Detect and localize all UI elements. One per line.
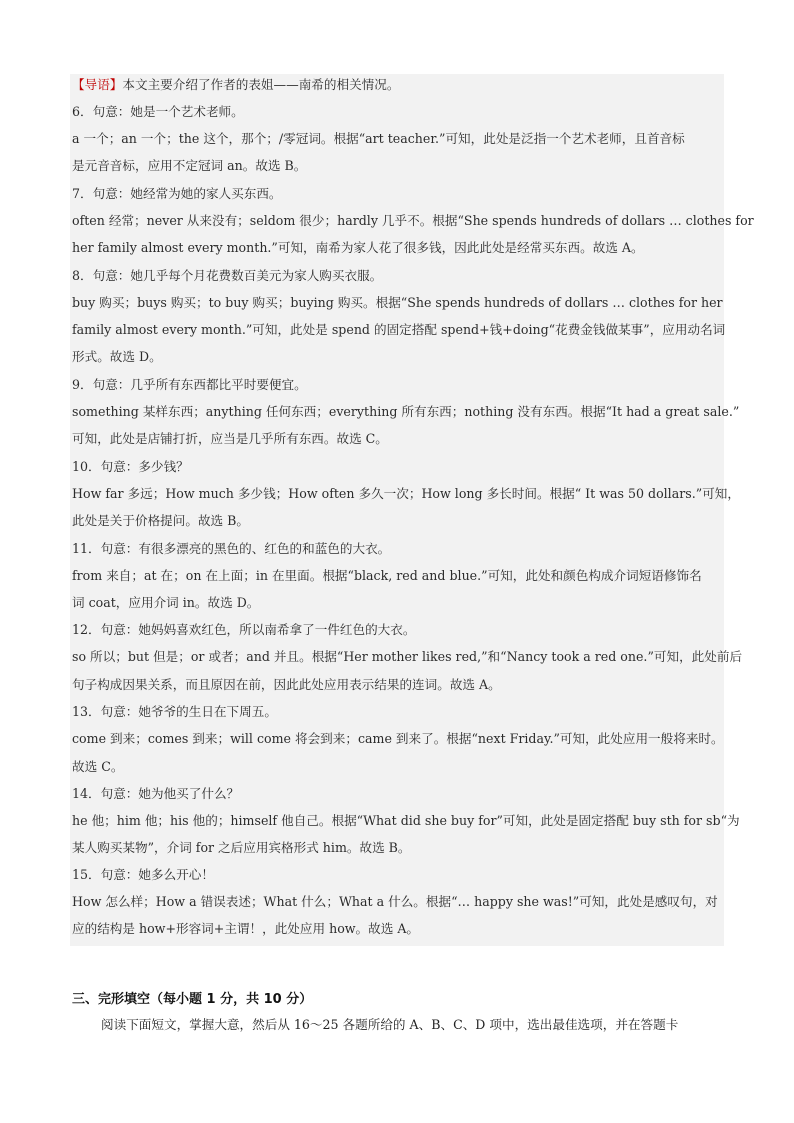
explanation-line: he 他；him 他；his 他的；himself 他自己。根据“What did she buy for”可知，此处是固定搭配 buy sth for sb“为 xyxy=(72,813,740,828)
explanation-line: 11．句意：有很多漂亮的黑色的、红色的和蓝色的大衣。 xyxy=(72,541,391,556)
explanation-line: come 到来；comes 到来；will come 将会到来；came 到来了。根据“next Friday.”可知，此处应用一般将来时。 xyxy=(72,731,724,746)
explanation-line: 词 coat，应用介词 in。故选 D。 xyxy=(72,595,260,610)
explanation-line: 句子构成因果关系，而且原因在前，因此此处应用表示结果的连词。故选 A。 xyxy=(72,677,501,692)
explanation-line: 形式。故选 D。 xyxy=(72,349,162,364)
explanation-line: her family almost every month.”可知，南希为家人花了很多钱，因此此处是经常买东西。故选 A。 xyxy=(72,240,644,255)
explanation-line: 可知，此处是店铺打折，应当是几乎所有东西。故选 C。 xyxy=(72,431,388,446)
explanation-line: family almost every month.”可知，此处是 spend 的固定搭配 spend+钱+doing“花费金钱做某事”，应用动名词 xyxy=(72,322,726,337)
explanation-line: 6．句意：她是一个艺术老师。 xyxy=(72,104,244,119)
explanation-line: 10．句意：多少钱？ xyxy=(72,459,189,474)
intro-text: 本文主要介绍了作者的表姐——南希的相关情况。 xyxy=(122,77,400,92)
explanation-line: 是元音音标，应用不定冠词 an。故选 B。 xyxy=(72,158,307,173)
section-instruction: 阅读下面短文，掌握大意，然后从 16～25 各题所给的 A、B、C、D 项中，选出最佳选项，并在答题卡 xyxy=(101,1017,679,1032)
explanation-line: 13．句意：她爷爷的生日在下周五。 xyxy=(72,704,277,719)
intro-line xyxy=(72,76,732,94)
explanation-line: 14．句意：她为他买了什么？ xyxy=(72,786,240,801)
explanation-line: How 怎么样；How a 错误表述；What 什么；What a 什么。根据“… happy she was!”可知，此处是感叹句，对 xyxy=(72,894,718,909)
explanation-line: often 经常；never 从来没有；seldom 很少；hardly 几乎不。根据“She spends hundreds of dollars … clothes for xyxy=(72,213,754,228)
explanation-line: 某人购买某物”，介词 for 之后应用宾格形式 him。故选 B。 xyxy=(72,840,411,855)
explanation-line: 12．句意：她妈妈喜欢红色，所以南希拿了一件红色的大衣。 xyxy=(72,622,416,637)
explanation-line: 15．句意：她多么开心！ xyxy=(72,867,214,882)
explanation-line: 9．句意：几乎所有东西都比平时要便宜。 xyxy=(72,377,307,392)
explanation-line: something 某样东西；anything 任何东西；everything 所有东西；nothing 没有东西。根据“It had a great sale.” xyxy=(72,404,740,419)
explanation-line: so 所以；but 但是；or 或者；and 并且。根据“Her mother likes red,”和“Nancy took a red one.”可知，此处前后 xyxy=(72,649,743,664)
explanation-line: buy 购买；buys 购买；to buy 购买；buying 购买。根据“She spends hundreds of dollars … clothes for her xyxy=(72,295,723,310)
intro-tag: 【导语】 xyxy=(72,77,123,92)
explanation-line: 故选 C。 xyxy=(72,759,124,774)
explanation-line: 7．句意：她经常为她的家人买东西。 xyxy=(72,186,282,201)
explanation-line: How far 多远；How much 多少钱；How often 多久一次；How long 多长时间。根据“ It was 50 dollars.”可知， xyxy=(72,486,740,501)
section-title: 三、完形填空（每小题 1 分，共 10 分） xyxy=(72,992,313,1007)
explanation-line: 应的结构是 how+形容词+主谓！，此处应用 how。故选 A。 xyxy=(72,921,420,936)
explanation-line: a 一个；an 一个；the 这个，那个；/零冠词。根据“art teacher.”可知，此处是泛指一个艺术老师，且首音标 xyxy=(72,131,685,146)
explanation-line: 8．句意：她几乎每个月花费数百美元为家人购买衣服。 xyxy=(72,268,383,283)
explanation-line: from 来自；at 在；on 在上面；in 在里面。根据“black, red and blue.”可知，此处和颜色构成介词短语修饰名 xyxy=(72,568,702,583)
explanation-line: 此处是关于价格提问。故选 B。 xyxy=(72,513,249,528)
